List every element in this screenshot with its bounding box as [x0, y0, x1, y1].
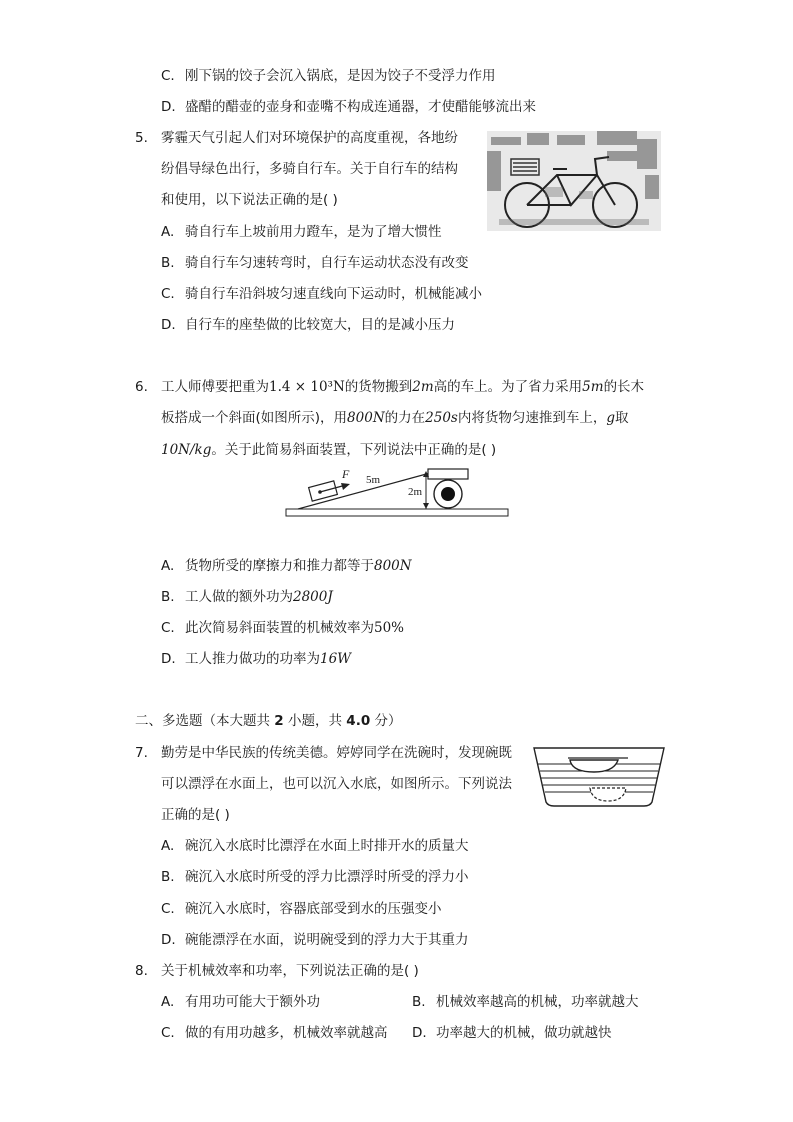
cart-wheel-hub — [441, 487, 455, 501]
q5-stem-line-1: 雾霾天气引起人们对环境保护的高度重视，各地纷 — [161, 130, 458, 146]
height-label: 2m — [408, 486, 423, 498]
q6-number: 6. — [135, 379, 148, 395]
q5-stem-line-3: 和使用，以下说法正确的是( ) — [161, 192, 338, 208]
ground-slab — [286, 509, 508, 516]
q4-option-c: C. 刚下锅的饺子会沉入锅底，是因为饺子不受浮力作用 — [161, 68, 496, 84]
q6-option-d: D. 工人推力做功的功率为16W — [161, 651, 352, 667]
basin-figure — [532, 744, 666, 808]
slope-length-label: 5m — [366, 474, 381, 486]
q7-option-b: B. 碗沉入水底时所受的浮力比漂浮时所受的浮力小 — [161, 869, 469, 885]
q6-option-b: B. 工人做的额外功为2800J — [161, 589, 333, 605]
q5-number: 5. — [135, 130, 148, 146]
q8-option-d: D. 功率越大的机械，做功就越快 — [412, 1025, 612, 1041]
bicycle-image — [487, 131, 661, 231]
q7-stem-line-2: 可以漂浮在水面上，也可以沉入水底，如图所示。下列说法 — [161, 776, 512, 792]
cart-bed — [428, 469, 468, 479]
force-arrow-head — [341, 483, 350, 490]
q8-option-a: A. 有用功可能大于额外功 — [161, 994, 320, 1010]
bicycle-photo — [487, 131, 661, 231]
q6-stem-line-2: 板搭成一个斜面(如图所示)，用800N的力在250s内将货物匀速推到车上，g取 — [161, 410, 629, 426]
q5-option-d: D. 自行车的座垫做的比较宽大，目的是减小压力 — [161, 317, 455, 333]
q8-stem: 关于机械效率和功率，下列说法正确的是( ) — [161, 963, 419, 979]
q6-option-c: C. 此次简易斜面装置的机械效率为50% — [161, 620, 405, 636]
q6-stem-line-1: 工人师傅要把重为1.4 × 10³N的货物搬到2m高的车上。为了省力采用5m的长木 — [161, 379, 645, 395]
q5-option-a: A. 骑自行车上坡前用力蹬车，是为了增大惯性 — [161, 224, 442, 240]
force-label: F — [342, 467, 350, 481]
q7-option-c: C. 碗沉入水底时，容器底部受到水的压强变小 — [161, 901, 442, 917]
q8-number: 8. — [135, 963, 148, 979]
q7-stem-line-1: 勤劳是中华民族的传统美德。婷婷同学在洗碗时，发现碗既 — [161, 745, 512, 761]
q8-option-c: C. 做的有用功越多，机械效率就越高 — [161, 1025, 388, 1041]
section-heading-multi-choice: 二、多选题（本大题共 2 小题，共 4.0 分） — [135, 713, 402, 729]
q4-option-d: D. 盛醋的醋壶的壶身和壶嘴不构成连通器，才使醋能够流出来 — [161, 99, 536, 115]
q7-option-d: D. 碗能漂浮在水面，说明碗受到的浮力大于其重力 — [161, 932, 469, 948]
q7-stem-line-3: 正确的是( ) — [161, 807, 230, 823]
q6-stem-line-3: 10N/kg。关于此简易斜面装置，下列说法中正确的是( ) — [161, 442, 497, 458]
incline-figure — [284, 463, 512, 521]
height-arrow-bottom — [423, 503, 429, 509]
q5-option-b: B. 骑自行车匀速转弯时，自行车运动状态没有改变 — [161, 255, 469, 271]
q7-option-a: A. 碗沉入水底时比漂浮在水面上时排开水的质量大 — [161, 838, 469, 854]
q5-stem-line-2: 纷倡导绿色出行，多骑自行车。关于自行车的结构 — [161, 161, 458, 177]
q5-option-c: C. 骑自行车沿斜坡匀速直线向下运动时，机械能减小 — [161, 286, 482, 302]
q7-number: 7. — [135, 745, 148, 761]
q6-option-a: A. 货物所受的摩擦力和推力都等于800N — [161, 558, 412, 574]
q8-option-b: B. 机械效率越高的机械，功率就越大 — [412, 994, 639, 1010]
